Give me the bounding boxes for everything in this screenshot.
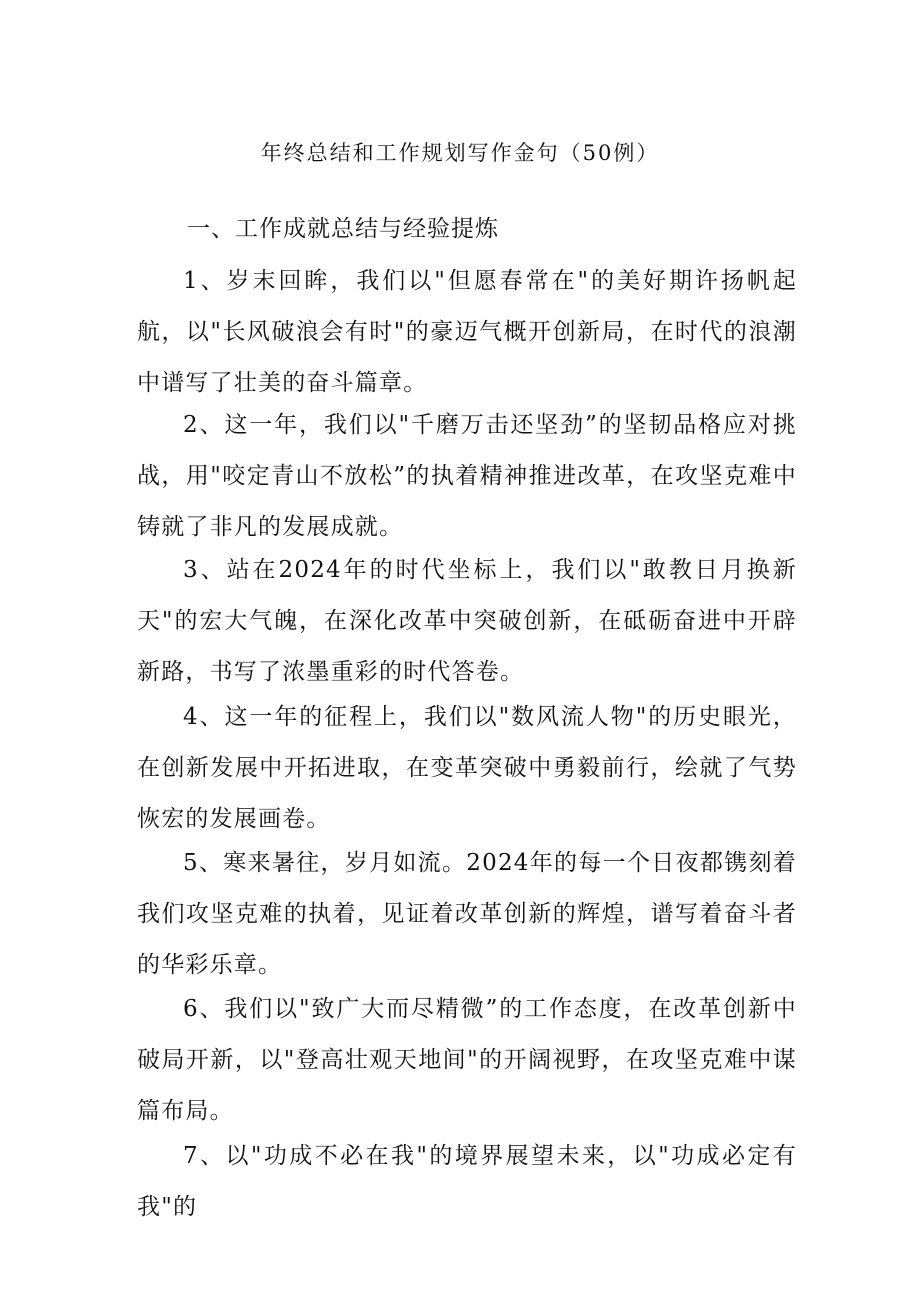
paragraph-7: 7、以"功成不必在我"的境界展望未来，以"功成必定有我"的 bbox=[137, 1143, 797, 1220]
paragraph-5: 5、寒来暑往，岁月如流。2024年的每一个日夜都镌刻着我们攻坚克难的执着，见证着改革创新的辉煌，谱写着奋斗者的华彩乐章。 bbox=[137, 850, 797, 978]
document-title: 年终总结和工作规划写作金句（50例） bbox=[260, 141, 660, 165]
paragraph-6: 6、我们以"致广大而尽精微”的工作态度，在改革创新中破局开新，以"登高壮观天地间"的开阔视野，在攻坚克难中谋篇布局。 bbox=[137, 996, 797, 1124]
paragraph-2: 2、这一年，我们以"千磨万击还坚劲”的坚韧品格应对挑战，用"咬定青山不放松”的执着精神推进改革，在攻坚克难中铸就了非凡的发展成就。 bbox=[137, 412, 797, 540]
paragraph-3: 3、站在2024年的时代坐标上，我们以"敢教日月换新天"的宏大气魄，在深化改革中突破创新，在砥砺奋进中开辟新路，书写了浓墨重彩的时代答卷。 bbox=[137, 557, 797, 685]
section-heading: 一、工作成就总结与经验提炼 bbox=[187, 216, 499, 242]
paragraph-4: 4、这一年的征程上，我们以"数风流人物"的历史眼光，在创新发展中开拓进取，在变革突破中勇毅前行，绘就了气势恢宏的发展画卷。 bbox=[137, 704, 797, 832]
paragraph-1: 1、岁末回眸，我们以"但愿春常在"的美好期许扬帆起航，以"长风破浪会有时"的豪迈气概开创新局，在时代的浪潮中谱写了壮美的奋斗篇章。 bbox=[137, 268, 797, 396]
